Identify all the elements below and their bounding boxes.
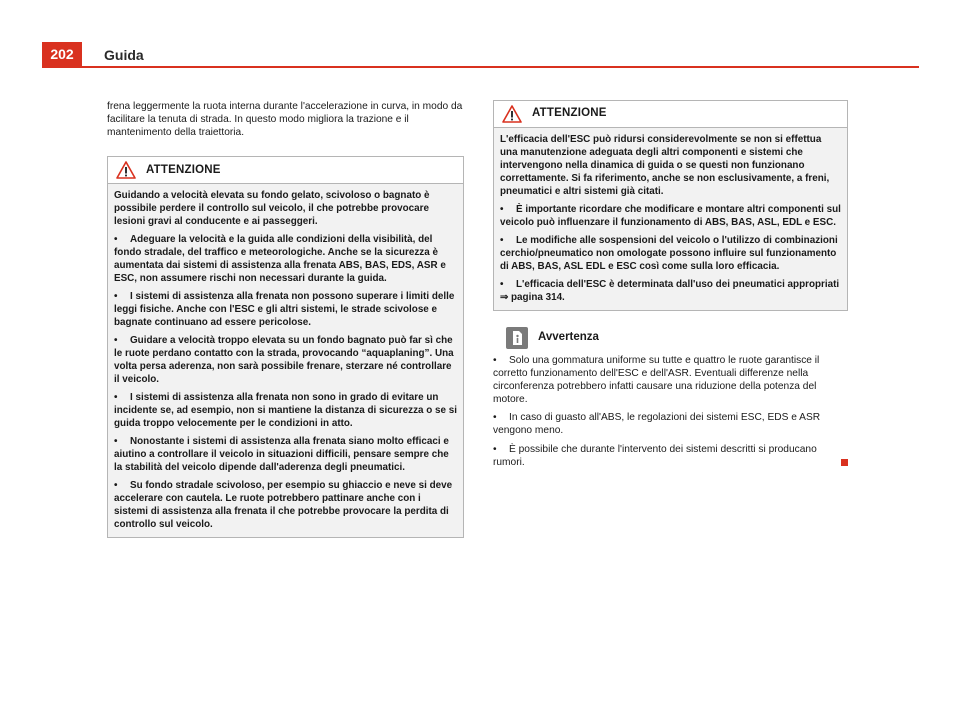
warning-bullet: • Le modifiche alle sospensioni del veicolo o l'utilizzo di combinazioni cerchio/pneumatico non omologate possono influire sul funzionamento di ABS, BAS, ASL EDL e ESC così come sulla loro efficacia. <box>500 235 838 272</box>
warning-bullet: • L'efficacia dell'ESC è determinata dall'uso dei pneumatici appropriati ⇒ pagina 314. <box>500 279 840 303</box>
bullet-icon: • <box>493 443 497 455</box>
intro-paragraph: frena leggermente la ruota interna durante l'accelerazione in curva, in modo da facilitare la tenuta di strada. In questo modo migliora la trazione e il mantenimento della traiettoria. <box>107 101 463 139</box>
bullet-icon: • <box>114 291 118 303</box>
bullet-icon: • <box>493 412 497 424</box>
bullet-icon: • <box>114 234 118 246</box>
warning-header <box>494 101 847 128</box>
warning-bullet: • Nonostante i sistemi di assistenza alla frenata siano molto efficaci e aiutino a controllare il veicolo in situazioni difficili, pensare sempre che la stabilità del veicolo dipende dall'aderenza degli pneumatici. <box>114 436 449 474</box>
bullet-icon: • <box>114 392 118 404</box>
warning-title: ATTENZIONE <box>532 107 607 120</box>
bullet-icon: • <box>114 480 118 492</box>
warning-bullet: • Adeguare la velocità e la guida alle condizioni della visibilità, del fondo stradale, del traffico e meteorologiche. Anche se la sicurezza è aumentata dai sistemi di assistenza alla frenata ABS, BAS, EDS, ASR e ESC, non assumere rischi non necessari durante la guida. <box>114 234 446 285</box>
bullet-icon: • <box>114 436 118 448</box>
warning-bullet: • Guidare a velocità troppo elevata su un fondo bagnato può far sì che le ruote perdano contatto con la strada, provocando “aquaplaning”. Una volta persa aderenza, non sarà possibile frenare, sterzare né controllare il veicolo. <box>114 335 454 386</box>
page-reference-link[interactable]: ⇒ pagina 314. <box>500 292 565 303</box>
warning-box-right <box>493 100 848 311</box>
bullet-icon: • <box>500 204 504 215</box>
note-bullet: • In caso di guasto all'ABS, le regolazioni dei sistemi ESC, EDS e ASR vengono meno. <box>493 412 821 437</box>
info-note-icon <box>506 327 528 349</box>
note-title: Avvertenza <box>538 331 599 344</box>
warning-box-left <box>107 156 464 538</box>
left-column <box>107 100 464 538</box>
warning-intro: L'efficacia dell'ESC può ridursi considerevolmente se non si effettua una manutenzione adeguata degli altri componenti e sistemi che intervengono nella dinamica di guida o se questi non funzionano correttamente. Si fa riferimento, anche se non esclusivamente, a freni, pneumatici e altri sistemi già citati. <box>500 134 830 197</box>
warning-title: ATTENZIONE <box>146 163 221 176</box>
bullet-icon: • <box>114 335 118 347</box>
header-rule <box>42 66 919 68</box>
end-of-section-icon <box>841 459 848 466</box>
right-column <box>493 100 848 474</box>
page-number: 202 <box>42 42 82 66</box>
note-body <box>493 354 848 469</box>
page-title: Guida <box>104 47 144 63</box>
warning-bullet: • I sistemi di assistenza alla frenata non sono in grado di evitare un incidente se, ad esempio, non si mantiene la distanza di sicurezza o se si guida troppo velocemente per le condizioni in atto. <box>114 392 457 430</box>
note-bullet: • Solo una gommatura uniforme su tutte e quattro le ruote garantisce il corretto funzionamento dell'ESC e dell'ASR. Eventuali differenze nella circonferenza potrebbero infatti causare una riduzione della potenza del motore. <box>493 355 820 406</box>
warning-body <box>108 184 463 537</box>
warning-triangle-icon <box>116 161 136 179</box>
warning-bullet: • È importante ricordare che modificare e montare altri componenti sul veicolo può influenzare il funzionamento di ABS, BAS, ASL, EDL e ESC. <box>500 204 841 228</box>
warning-triangle-icon <box>502 105 522 123</box>
bullet-icon: • <box>493 355 497 366</box>
warning-intro: Guidando a velocità elevata su fondo gelato, scivoloso o bagnato è possibile perdere il controllo sul veicolo, il che potrebbe provocare lesioni gravi al conducente e ai passeggeri. <box>114 190 430 228</box>
warning-bullet: • Su fondo stradale scivoloso, per esempio su ghiaccio e neve si deve accelerare con cautela. Le ruote potrebbero pattinare anche con i sistemi di assistenza alla frenata il che potrebbe provocare la perdita di controllo sul veicolo. <box>114 480 453 531</box>
note-bullet: • È possibile che durante l'intervento dei sistemi descritti si producano rumori. <box>493 443 848 469</box>
bullet-icon: • <box>500 235 504 246</box>
warning-header <box>108 157 463 184</box>
note-header <box>493 326 848 350</box>
bullet-icon: • <box>500 279 504 290</box>
warning-bullet: • I sistemi di assistenza alla frenata non possono superare i limiti delle leggi fisiche. Anche con l'ESC e gli altri sistemi, le strade scivolose e bagnate continuano ad essere pericolose. <box>114 291 455 329</box>
warning-body <box>494 128 847 310</box>
